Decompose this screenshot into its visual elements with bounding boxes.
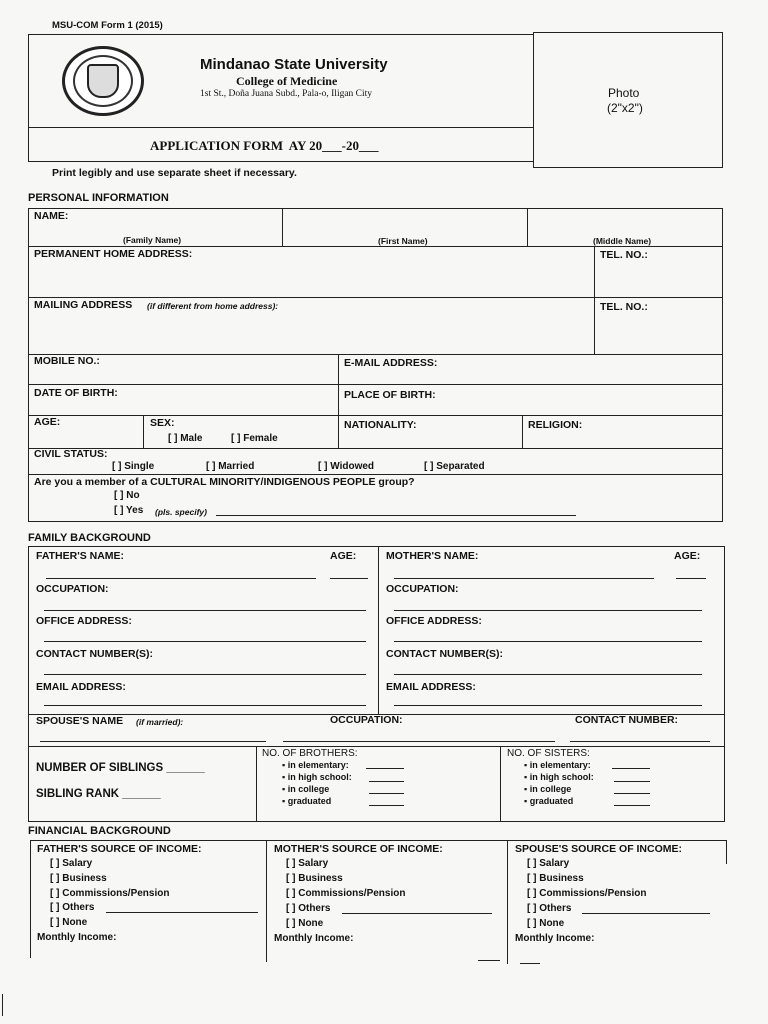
mother-name-field[interactable]: MOTHER'S NAME: [386, 550, 479, 562]
nationality-field[interactable]: NATIONALITY: [344, 419, 417, 431]
mother-occupation-field[interactable]: OCCUPATION: [386, 583, 459, 595]
father-business-checkbox[interactable]: [ ] Business [50, 873, 107, 884]
minority-no-checkbox[interactable]: [ ] No [114, 490, 140, 501]
spouse-note: (if married): [136, 717, 184, 727]
father-name-field[interactable]: FATHER'S NAME: [36, 550, 125, 562]
minority-yes-checkbox[interactable]: [ ] Yes [114, 505, 144, 516]
spouse-monthly-field[interactable]: Monthly Income: [515, 933, 595, 944]
personal-section-title: PERSONAL INFORMATION [28, 192, 169, 204]
mother-age-field[interactable]: AGE: [674, 550, 701, 562]
father-contact-field[interactable]: CONTACT NUMBER(S): [36, 648, 154, 660]
mother-monthly-field[interactable]: Monthly Income: [274, 933, 354, 944]
tel-field-1[interactable]: TEL. NO.: [600, 249, 648, 261]
father-salary-checkbox[interactable]: [ ] Salary [50, 858, 93, 869]
spouse-others-checkbox[interactable]: [ ] Others [527, 903, 572, 914]
photo-label: Photo [608, 86, 640, 100]
mother-office-field[interactable]: OFFICE ADDRESS: [386, 615, 482, 627]
form-code: MSU-COM Form 1 (2015) [52, 20, 163, 31]
father-none-checkbox[interactable]: [ ] None [50, 917, 88, 928]
tel-field-2[interactable]: TEL. NO.: [600, 301, 648, 313]
father-office-field[interactable]: OFFICE ADDRESS: [36, 615, 132, 627]
mobile-field[interactable]: MOBILE NO.: [34, 355, 100, 367]
mother-others-checkbox[interactable]: [ ] Others [286, 903, 331, 914]
spouse-income-label: SPOUSE'S SOURCE OF INCOME: [515, 843, 683, 855]
university-name: Mindanao State University [200, 56, 388, 73]
sibling-rank-field[interactable]: SIBLING RANK ______ [36, 788, 161, 800]
mother-salary-checkbox[interactable]: [ ] Salary [286, 858, 329, 869]
name-label: NAME: [34, 210, 69, 222]
photo-box [533, 32, 723, 168]
male-checkbox[interactable]: [ ] Male [168, 433, 203, 444]
mailing-note: (if different from home address): [147, 301, 279, 311]
age-field[interactable]: AGE: [34, 416, 61, 428]
form-title: APPLICATION FORM AY 20___-20___ [150, 138, 379, 153]
mother-email-field[interactable]: EMAIL ADDRESS: [386, 681, 476, 693]
mother-none-checkbox[interactable]: [ ] None [286, 918, 324, 929]
father-occupation-field[interactable]: OCCUPATION: [36, 583, 109, 595]
spouse-commissions-checkbox[interactable]: [ ] Commissions/Pension [527, 888, 647, 899]
first-name-label[interactable]: (First Name) [378, 236, 428, 246]
brothers-label: NO. OF BROTHERS: [262, 748, 358, 759]
single-checkbox[interactable]: [ ] Single [112, 461, 155, 472]
sisters-elem: ▪ in elementary: [524, 760, 591, 770]
sisters-label: NO. OF SISTERS: [507, 748, 590, 759]
mailing-address-field[interactable]: MAILING ADDRESS [34, 299, 133, 311]
college-address: 1st St., Doña Juana Subd., Pala-o, Iligan City [200, 89, 373, 99]
sisters-grad: ▪ graduated [524, 796, 574, 806]
num-siblings-field[interactable]: NUMBER OF SIBLINGS ______ [36, 762, 205, 774]
sex-label: SEX: [150, 417, 175, 429]
father-income-label: FATHER'S SOURCE OF INCOME: [37, 843, 202, 855]
email-field[interactable]: E-MAIL ADDRESS: [344, 357, 438, 369]
spouse-salary-checkbox[interactable]: [ ] Salary [527, 858, 570, 869]
minority-question: Are you a member of a CULTURAL MINORITY/INDIGENOUS PEOPLE group? [34, 476, 415, 488]
father-email-field[interactable]: EMAIL ADDRESS: [36, 681, 126, 693]
brothers-elem: ▪ in elementary: [282, 760, 349, 770]
father-age-field[interactable]: AGE: [330, 550, 357, 562]
brothers-college: ▪ in college [282, 784, 330, 794]
pob-field[interactable]: PLACE OF BIRTH: [344, 389, 436, 401]
home-address-field[interactable]: PERMANENT HOME ADDRESS: [34, 248, 193, 260]
separated-checkbox[interactable]: [ ] Separated [424, 461, 485, 472]
sisters-college: ▪ in college [524, 784, 572, 794]
dob-field[interactable]: DATE OF BIRTH: [34, 387, 118, 399]
spouse-contact-field[interactable]: CONTACT NUMBER: [575, 714, 679, 726]
father-monthly-field[interactable]: Monthly Income: [37, 932, 117, 943]
university-seal [62, 46, 144, 116]
mother-income-label: MOTHER'S SOURCE OF INCOME: [274, 843, 443, 855]
photo-size: (2"x2") [607, 101, 643, 115]
spouse-occupation-field[interactable]: OCCUPATION: [330, 714, 403, 726]
father-others-checkbox[interactable]: [ ] Others [50, 902, 95, 913]
family-section-title: FAMILY BACKGROUND [28, 532, 151, 544]
instructions: Print legibly and use separate sheet if necessary. [52, 167, 297, 179]
financial-section-title: FINANCIAL BACKGROUND [28, 825, 171, 837]
spouse-business-checkbox[interactable]: [ ] Business [527, 873, 584, 884]
father-commissions-checkbox[interactable]: [ ] Commissions/Pension [50, 888, 170, 899]
family-name-label[interactable]: (Family Name) [123, 235, 182, 245]
mother-business-checkbox[interactable]: [ ] Business [286, 873, 343, 884]
religion-field[interactable]: RELIGION: [528, 419, 583, 431]
married-checkbox[interactable]: [ ] Married [206, 461, 255, 472]
sisters-hs: ▪ in high school: [524, 772, 594, 782]
mother-contact-field[interactable]: CONTACT NUMBER(S): [386, 648, 504, 660]
civil-status-label: CIVIL STATUS: [34, 448, 108, 460]
middle-name-label[interactable]: (Middle Name) [593, 236, 652, 246]
widowed-checkbox[interactable]: [ ] Widowed [318, 461, 375, 472]
spouse-none-checkbox[interactable]: [ ] None [527, 918, 565, 929]
spouse-name-field[interactable]: SPOUSE'S NAME [36, 715, 124, 727]
mother-commissions-checkbox[interactable]: [ ] Commissions/Pension [286, 888, 406, 899]
college-name: College of Medicine [236, 74, 338, 88]
brothers-grad: ▪ graduated [282, 796, 332, 806]
female-checkbox[interactable]: [ ] Female [231, 433, 278, 444]
minority-yes-note: (pls. specify) [155, 507, 207, 517]
brothers-hs: ▪ in high school: [282, 772, 352, 782]
